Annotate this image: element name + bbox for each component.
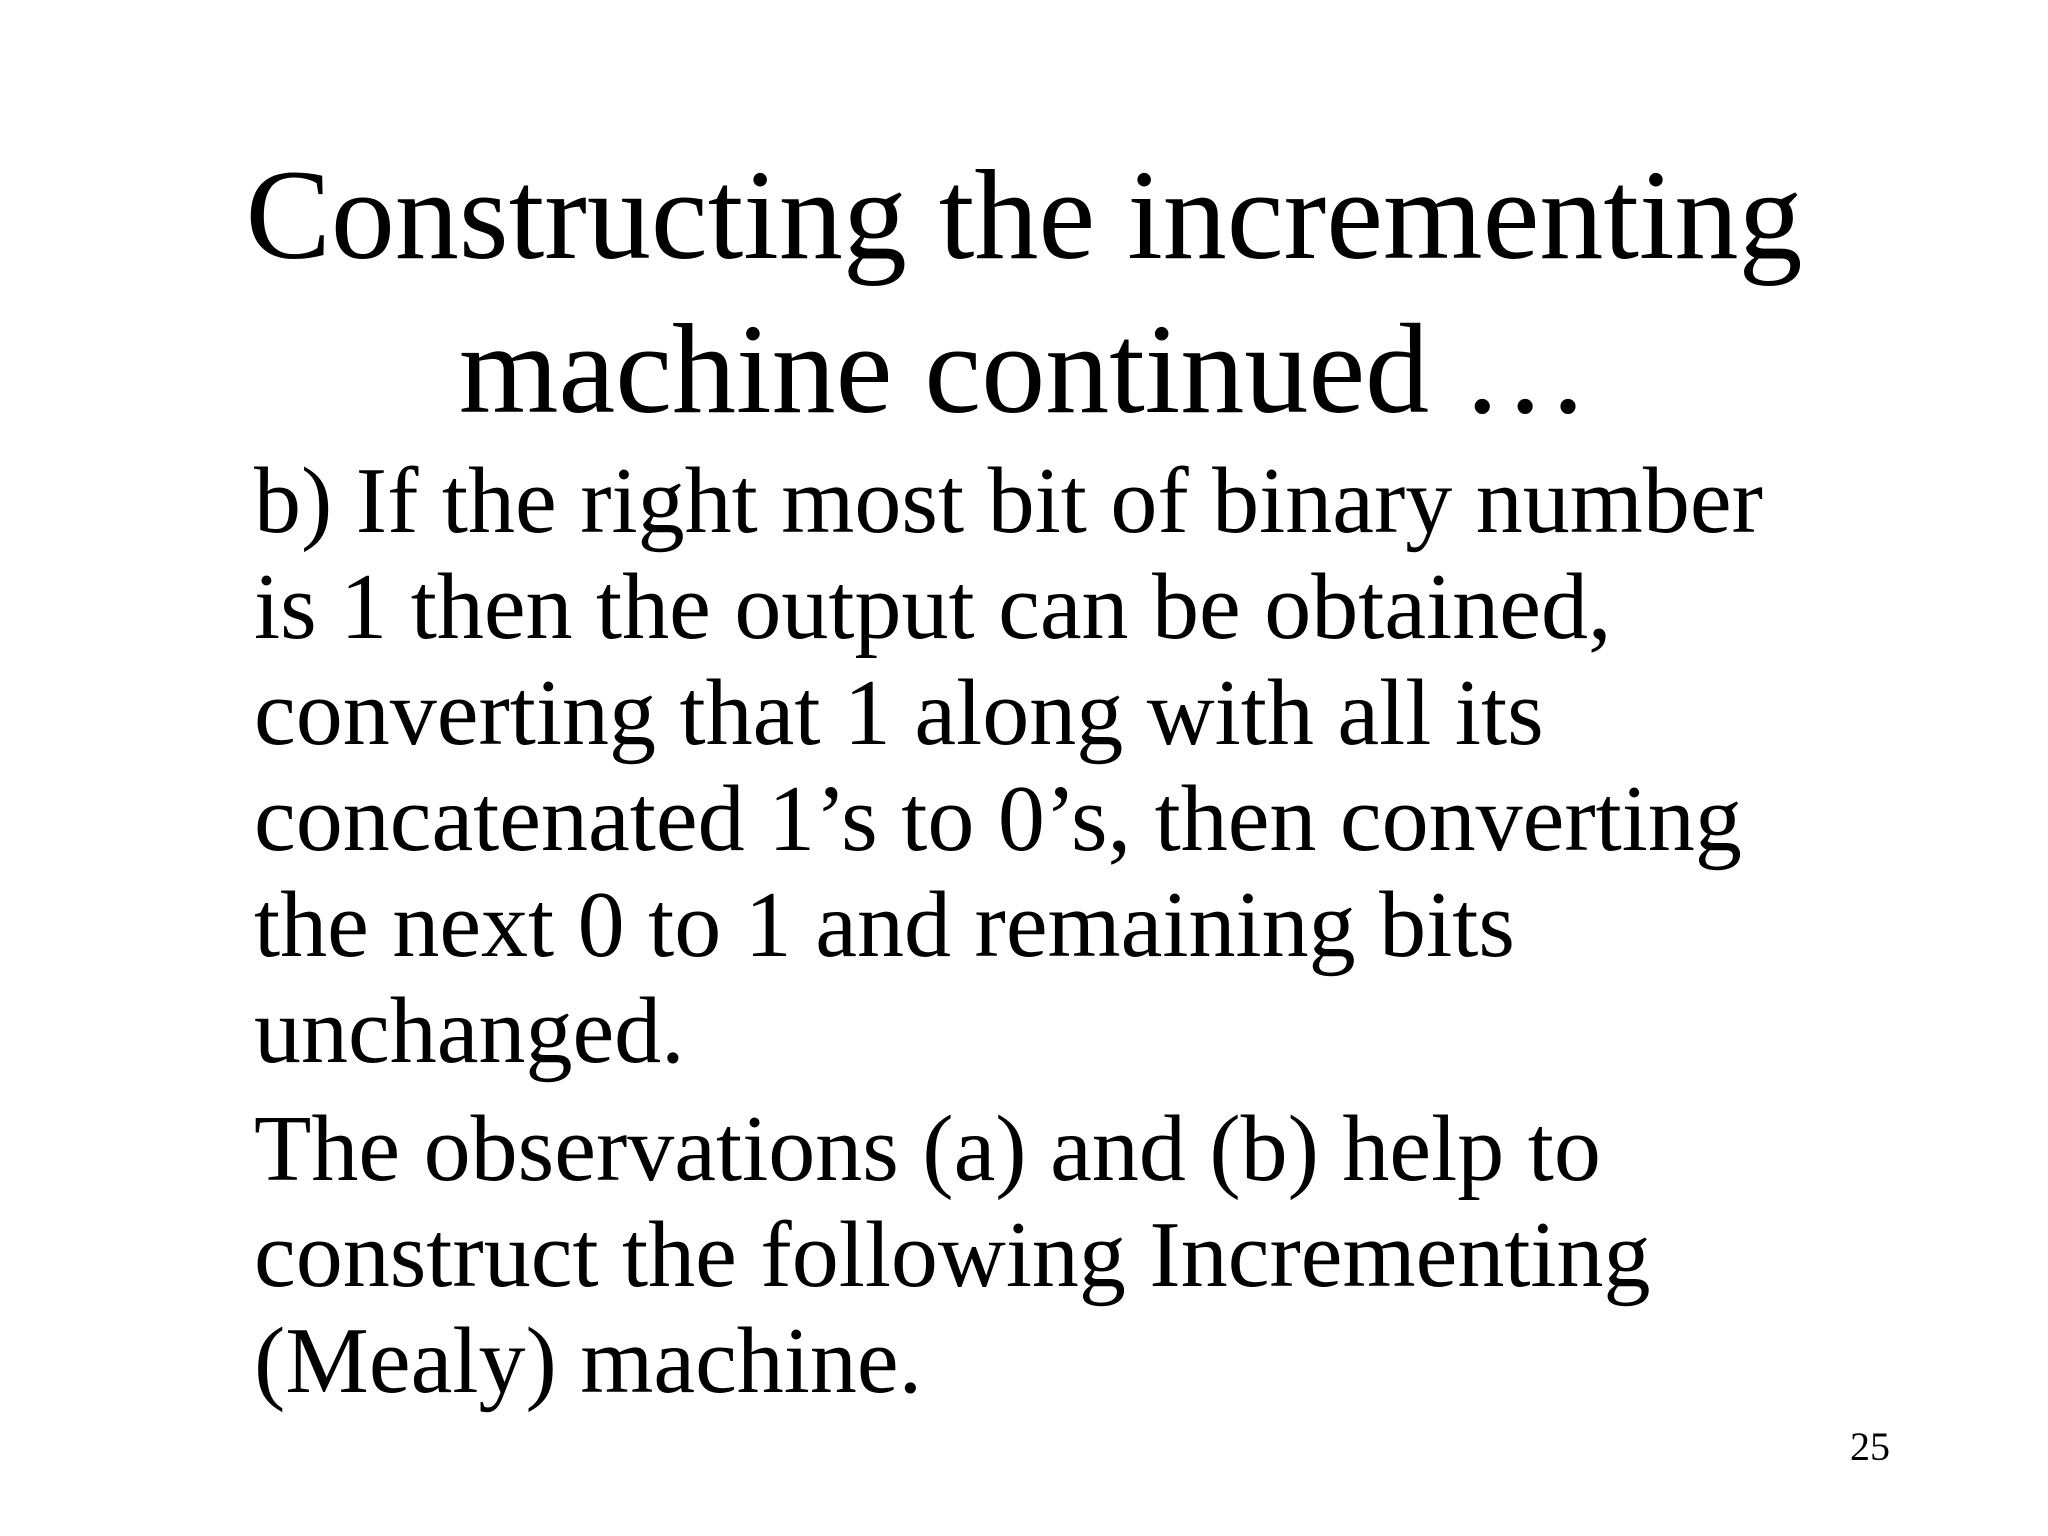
paragraph-line: The observations (a) and (b) help to bbox=[254, 1097, 1601, 1201]
paragraph-line: the next 0 to 1 and remaining bits bbox=[254, 873, 1515, 977]
paragraph-line: (Mealy) machine. bbox=[254, 1309, 923, 1413]
paragraph-line: b) If the right most bit of binary number bbox=[254, 449, 1763, 553]
slide-title-line: Constructing the incrementing bbox=[245, 144, 1803, 286]
page-number: 25 bbox=[1850, 1424, 1890, 1469]
observation-b-paragraph bbox=[254, 448, 1894, 1084]
paragraph-line: is 1 then the output can be obtained, bbox=[254, 555, 1612, 659]
slide-title-line: machine continued … bbox=[458, 298, 1590, 440]
conclusion-paragraph bbox=[254, 1096, 1894, 1414]
paragraph-line: converting that 1 along with all its bbox=[254, 661, 1544, 765]
paragraph-line: construct the following Incrementing bbox=[254, 1203, 1651, 1307]
slide-body bbox=[254, 448, 1894, 1414]
paragraph-line: unchanged. bbox=[254, 979, 685, 1083]
slide-title bbox=[0, 138, 2048, 446]
paragraph-line: concatenated 1’s to 0’s, then converting bbox=[254, 767, 1742, 871]
